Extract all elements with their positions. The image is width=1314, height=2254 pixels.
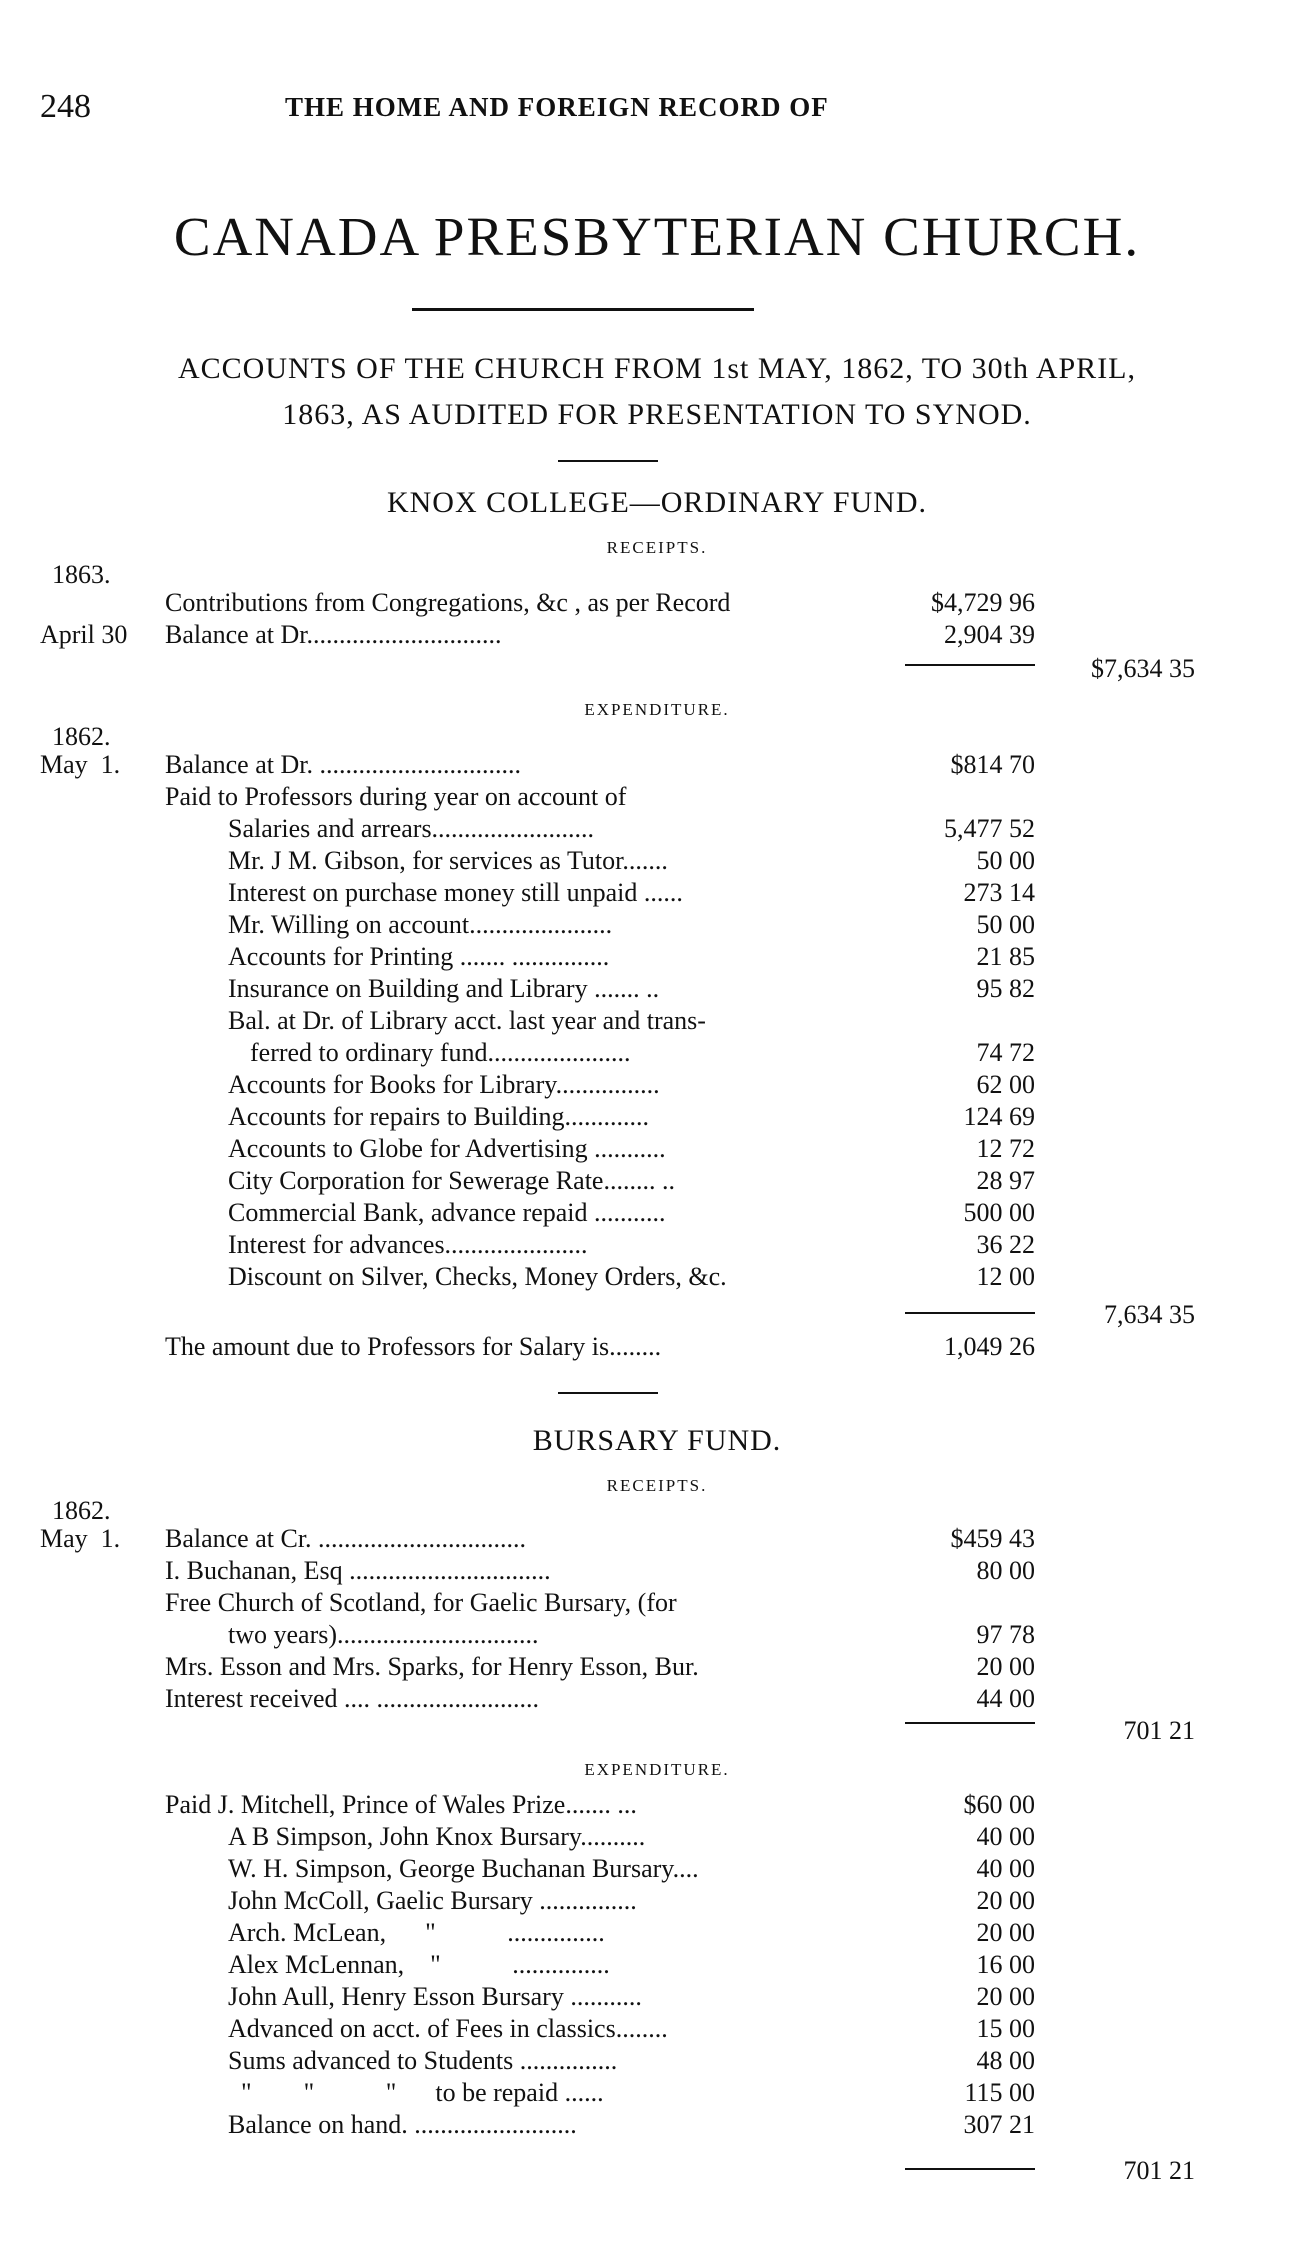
entry-amount: 50 00 bbox=[976, 846, 1035, 875]
entry-amount: 44 00 bbox=[976, 1684, 1035, 1713]
entry-amount: 20 00 bbox=[976, 1652, 1035, 1681]
page-title: CANADA PRESBYTERIAN CHURCH. bbox=[173, 206, 1141, 267]
entry-amount: 124 69 bbox=[963, 1102, 1035, 1131]
entry-description: " " " to be repaid ...... bbox=[228, 2078, 604, 2107]
entry-amount: 62 00 bbox=[976, 1070, 1035, 1099]
entry-description: Bal. at Dr. of Library acct. last year and trans- bbox=[228, 1006, 706, 1035]
entry-amount: 28 97 bbox=[976, 1166, 1035, 1195]
entry-amount: 500 00 bbox=[963, 1198, 1035, 1227]
entry-description: Interest on purchase money still unpaid ...... bbox=[228, 878, 683, 907]
entry-description: Accounts for repairs to Building............. bbox=[228, 1102, 649, 1131]
entry-amount: $814 70 bbox=[950, 750, 1035, 779]
entry-date: May 1. bbox=[40, 750, 121, 779]
entry-description: Advanced on acct. of Fees in classics........ bbox=[228, 2014, 668, 2043]
entry-description: Salaries and arrears......................... bbox=[228, 814, 595, 843]
entry-description: Balance at Dr.............................. bbox=[165, 620, 502, 649]
entry-description: Interest received .... ......................... bbox=[165, 1684, 540, 1713]
entry-description: Paid to Professors during year on account of bbox=[165, 782, 627, 811]
entry-description: Balance at Dr. ............................... bbox=[165, 750, 521, 779]
entry-description: ferred to ordinary fund...................... bbox=[250, 1038, 631, 1067]
knox-receipts-year: 1863. bbox=[52, 560, 111, 589]
knox-expenditure-total: 7,634 35 bbox=[1104, 1300, 1195, 1329]
bursary-expenditure-total-rule bbox=[905, 2168, 1035, 2170]
entry-amount: $4,729 96 bbox=[931, 588, 1035, 617]
knox-heading: KNOX COLLEGE—ORDINARY FUND. bbox=[386, 486, 928, 519]
subtitle-rule bbox=[558, 460, 658, 462]
entry-description: John Aull, Henry Esson Bursary ........... bbox=[228, 1982, 642, 2011]
page-number: 248 bbox=[40, 88, 91, 125]
section-rule bbox=[558, 1392, 658, 1394]
entry-amount: 307 21 bbox=[963, 2110, 1035, 2139]
entry-description: Accounts for Printing ....... ............... bbox=[228, 942, 610, 971]
entry-amount: 36 22 bbox=[976, 1230, 1035, 1259]
entry-amount: 115 00 bbox=[964, 2078, 1035, 2107]
entry-amount: 21 85 bbox=[976, 942, 1035, 971]
entry-amount: 20 00 bbox=[976, 1982, 1035, 2011]
entry-amount: $459 43 bbox=[950, 1524, 1035, 1553]
entry-amount: $60 00 bbox=[963, 1790, 1035, 1819]
entry-description: Commercial Bank, advance repaid ........... bbox=[228, 1198, 666, 1227]
entry-description: Sums advanced to Students ............... bbox=[228, 2046, 618, 2075]
knox-expenditure-total-rule bbox=[905, 1312, 1035, 1314]
entry-amount: 15 00 bbox=[976, 2014, 1035, 2043]
entry-amount: 16 00 bbox=[976, 1950, 1035, 1979]
knox-expenditure-year: 1862. bbox=[52, 722, 111, 751]
entry-description: I. Buchanan, Esq ............................... bbox=[165, 1556, 551, 1585]
entry-description: Accounts to Globe for Advertising ........... bbox=[228, 1134, 666, 1163]
entry-description: City Corporation for Sewerage Rate........ .. bbox=[228, 1166, 675, 1195]
entry-description: John McColl, Gaelic Bursary ............... bbox=[228, 1886, 637, 1915]
entry-amount: 40 00 bbox=[976, 1822, 1035, 1851]
entry-description: Arch. McLean, " ............... bbox=[228, 1918, 605, 1947]
entry-amount: 40 00 bbox=[976, 1854, 1035, 1883]
entry-amount: 20 00 bbox=[976, 1918, 1035, 1947]
entry-description: Mr. Willing on account...................... bbox=[228, 910, 613, 939]
entry-description: Paid J. Mitchell, Prince of Wales Prize....... ... bbox=[165, 1790, 637, 1819]
bursary-expenditure-heading: EXPENDITURE. bbox=[584, 1760, 730, 1779]
bursary-receipts-total: 701 21 bbox=[1123, 1716, 1195, 1745]
entry-amount: 273 14 bbox=[963, 878, 1035, 907]
entry-description: Free Church of Scotland, for Gaelic Bursary, (for bbox=[165, 1588, 677, 1617]
bursary-receipts-heading: RECEIPTS. bbox=[606, 1476, 708, 1495]
knox-expenditure-heading: EXPENDITURE. bbox=[584, 700, 730, 719]
entry-description: W. H. Simpson, George Buchanan Bursary.... bbox=[228, 1854, 699, 1883]
entry-description: A B Simpson, John Knox Bursary.......... bbox=[228, 1822, 646, 1851]
entry-description: two years)............................... bbox=[228, 1620, 539, 1649]
entry-amount: 20 00 bbox=[976, 1886, 1035, 1915]
knox-due-note: The amount due to Professors for Salary is........ bbox=[165, 1332, 662, 1361]
entry-date: April 30 bbox=[40, 620, 128, 649]
subtitle-line-1: ACCOUNTS OF THE CHURCH FROM 1st MAY, 1862, TO 30th APRIL, bbox=[177, 352, 1137, 385]
knox-receipts-heading: RECEIPTS. bbox=[606, 538, 708, 557]
entry-description: Balance at Cr. ................................ bbox=[165, 1524, 527, 1553]
knox-receipts-total: $7,634 35 bbox=[1091, 654, 1195, 683]
entry-amount: 50 00 bbox=[976, 910, 1035, 939]
entry-amount: 5,477 52 bbox=[944, 814, 1035, 843]
running-head: THE HOME AND FOREIGN RECORD OF bbox=[285, 92, 829, 122]
bursary-receipts-year: 1862. bbox=[52, 1496, 111, 1525]
subtitle-line-2: 1863, AS AUDITED FOR PRESENTATION TO SYNOD. bbox=[282, 398, 1032, 431]
entry-amount: 95 82 bbox=[976, 974, 1035, 1003]
title-rule bbox=[412, 308, 754, 311]
entry-description: Contributions from Congregations, &c , as per Record bbox=[165, 588, 731, 617]
knox-receipts-total-rule bbox=[905, 664, 1035, 666]
entry-description: Mr. J M. Gibson, for services as Tutor....... bbox=[228, 846, 668, 875]
knox-due-amount: 1,049 26 bbox=[944, 1332, 1035, 1361]
entry-amount: 48 00 bbox=[976, 2046, 1035, 2075]
entry-amount: 97 78 bbox=[976, 1620, 1035, 1649]
entry-amount: 12 00 bbox=[976, 1262, 1035, 1291]
entry-amount: 2,904 39 bbox=[944, 620, 1035, 649]
entry-description: Accounts for Books for Library................ bbox=[228, 1070, 660, 1099]
entry-description: Alex McLennan, " ............... bbox=[228, 1950, 610, 1979]
entry-date: May 1. bbox=[40, 1524, 121, 1553]
entry-description: Mrs. Esson and Mrs. Sparks, for Henry Esson, Bur. bbox=[165, 1652, 699, 1681]
entry-amount: 80 00 bbox=[976, 1556, 1035, 1585]
bursary-receipts-total-rule bbox=[905, 1722, 1035, 1724]
bursary-expenditure-total: 701 21 bbox=[1123, 2156, 1195, 2185]
entry-description: Insurance on Building and Library ....... .. bbox=[228, 974, 660, 1003]
bursary-heading: BURSARY FUND. bbox=[532, 1424, 782, 1457]
entry-amount: 12 72 bbox=[976, 1134, 1035, 1163]
entry-description: Balance on hand. ......................... bbox=[228, 2110, 577, 2139]
entry-amount: 74 72 bbox=[976, 1038, 1035, 1067]
entry-description: Discount on Silver, Checks, Money Orders, &c. bbox=[228, 1262, 727, 1291]
entry-description: Interest for advances...................... bbox=[228, 1230, 588, 1259]
